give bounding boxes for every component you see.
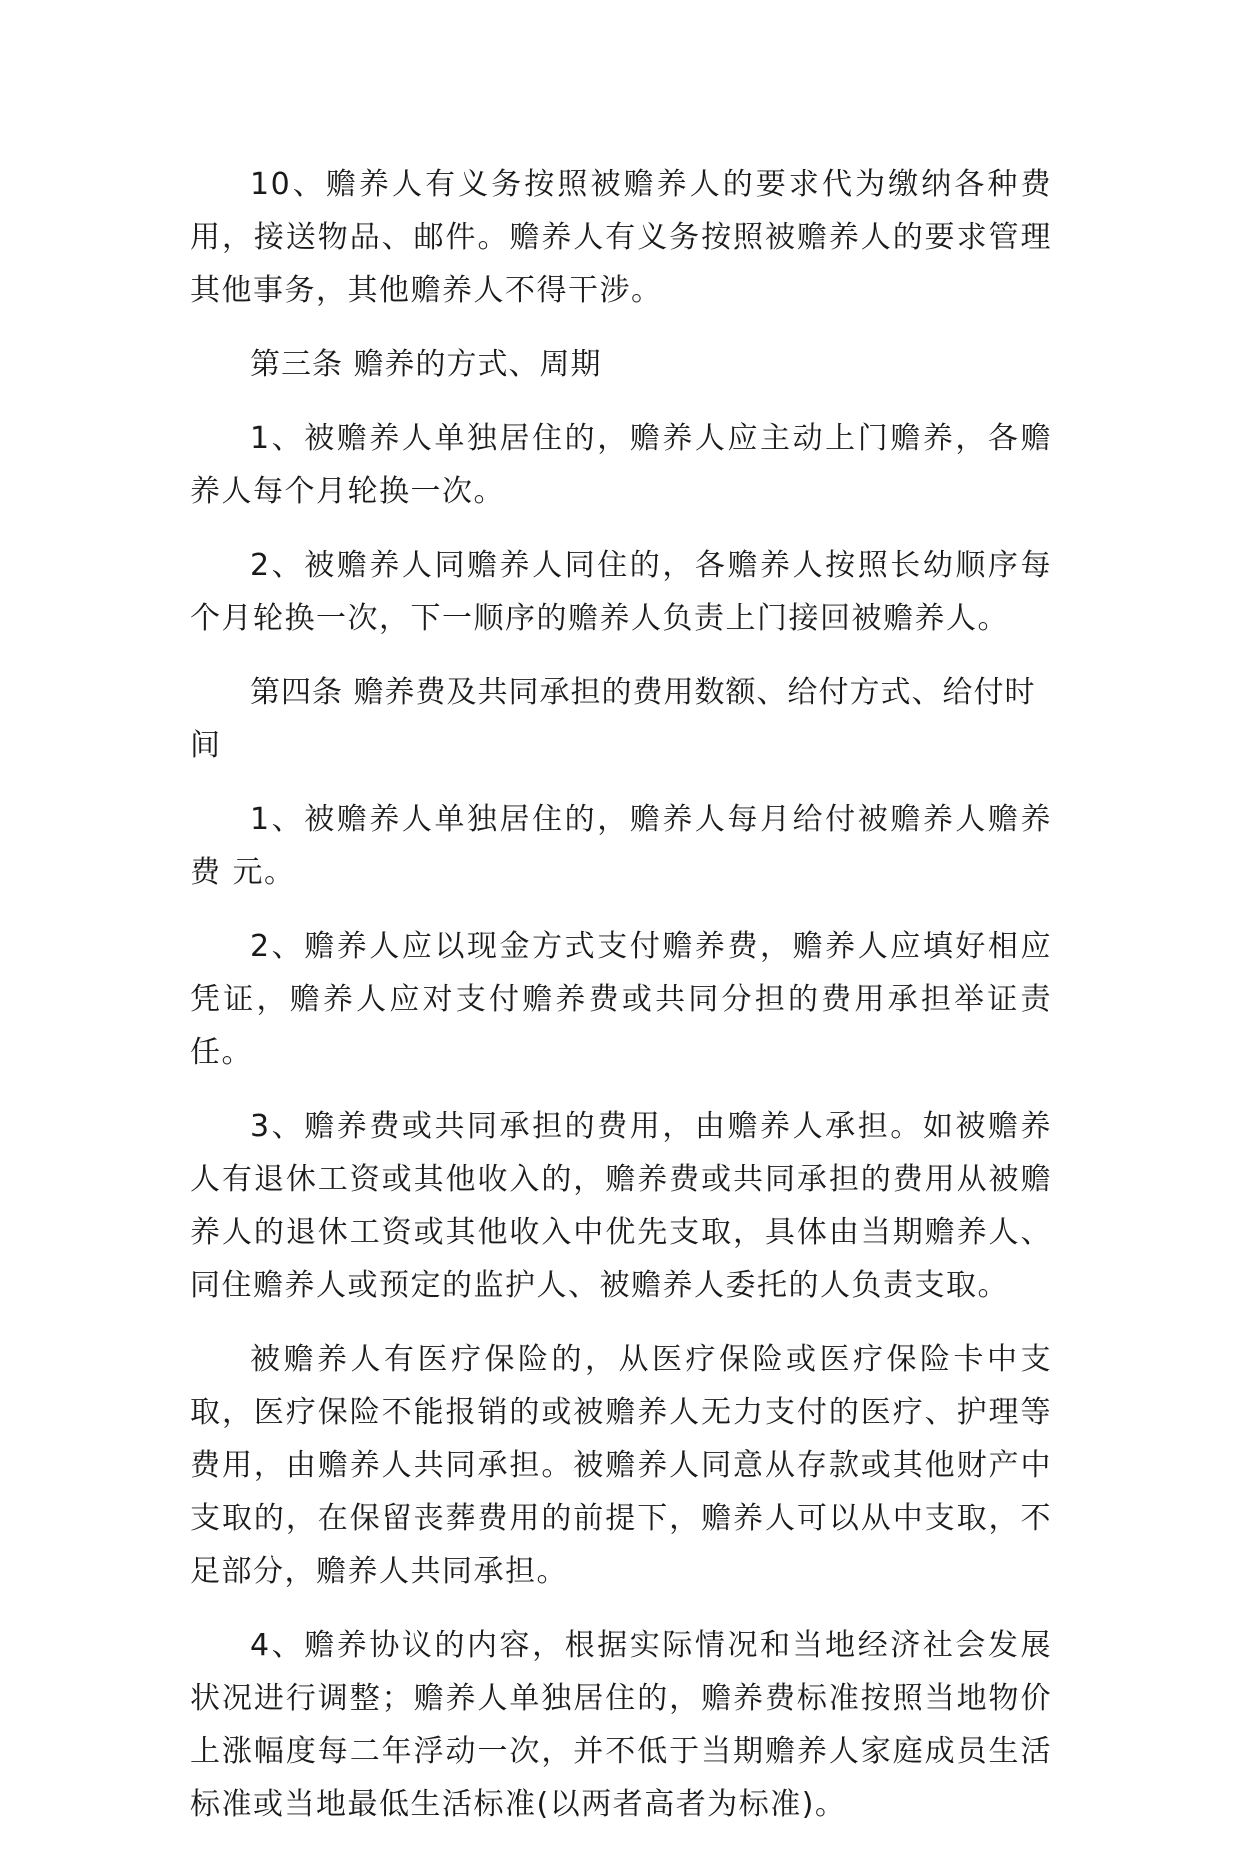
paragraph-4-1: 1、被赡养人单独居住的，赡养人每月给付被赡养人赡养费 元。 [190,802,1052,890]
article-heading-4: 第四条 赡养费及共同承担的费用数额、给付方式、给付时间 [190,675,1036,763]
paragraph-medical-insurance: 被赡养人有医疗保险的，从医疗保险或医疗保险卡中支取，医疗保险不能报销的或被赡养人无力支付的医疗、护理等费用，由赡养人共同承担。被赡养人同意从存款或其他财产中支取的，在保留丧葬费用的前提下，赡养人可以从中支取，不足部分，赡养人共同承担。 [190,1342,1052,1589]
paragraph-3-2: 2、被赡养人同赡养人同住的，各赡养人按照长幼顺序每 个月轮换一次，下一顺序的赡养人负责上门接回被赡养人。 [190,548,1052,636]
paragraph-3-1: 1、被赡养人单独居住的，赡养人应主动上门赡养，各赡养人每个月轮换一次。 [190,421,1052,509]
document-body [190,158,1052,1852]
paragraph-4-3: 3、赡养费或共同承担的费用，由赡养人承担。如被赡养人有退休工资或其他收入的，赡养费或共同承担的费用从被赡养人的退休工资或其他收入中优先支取，具体由当期赡养人、同住赡养人或预定的监护人、被赡养人委托的人负责支取。 [190,1109,1052,1303]
paragraph-4-4: 4、赡养协议的内容，根据实际情况和当地经济社会发展状况进行调整；赡养人单独居住的，赡养费标准按照当地物价上涨幅度每二年浮动一次，并不低于当期赡养人家庭成员生活标准或当地最低生活标准(以两者高者为标准)。 [190,1628,1052,1822]
article-heading-3: 第三条 赡养的方式、周期 [250,347,602,382]
paragraph-article-10: 10、赡养人有义务按照被赡养人的要求代为缴纳各种费用，接送物品、邮件。赡养人有义务按照被赡养人的要求管理其他事务，其他赡养人不得干涉。 [190,167,1052,308]
paragraph-4-2: 2、赡养人应以现金方式支付赡养费，赡养人应填好相应凭证，赡养人应对支付赡养费或共同分担的费用承担举证责任。 [190,929,1052,1070]
